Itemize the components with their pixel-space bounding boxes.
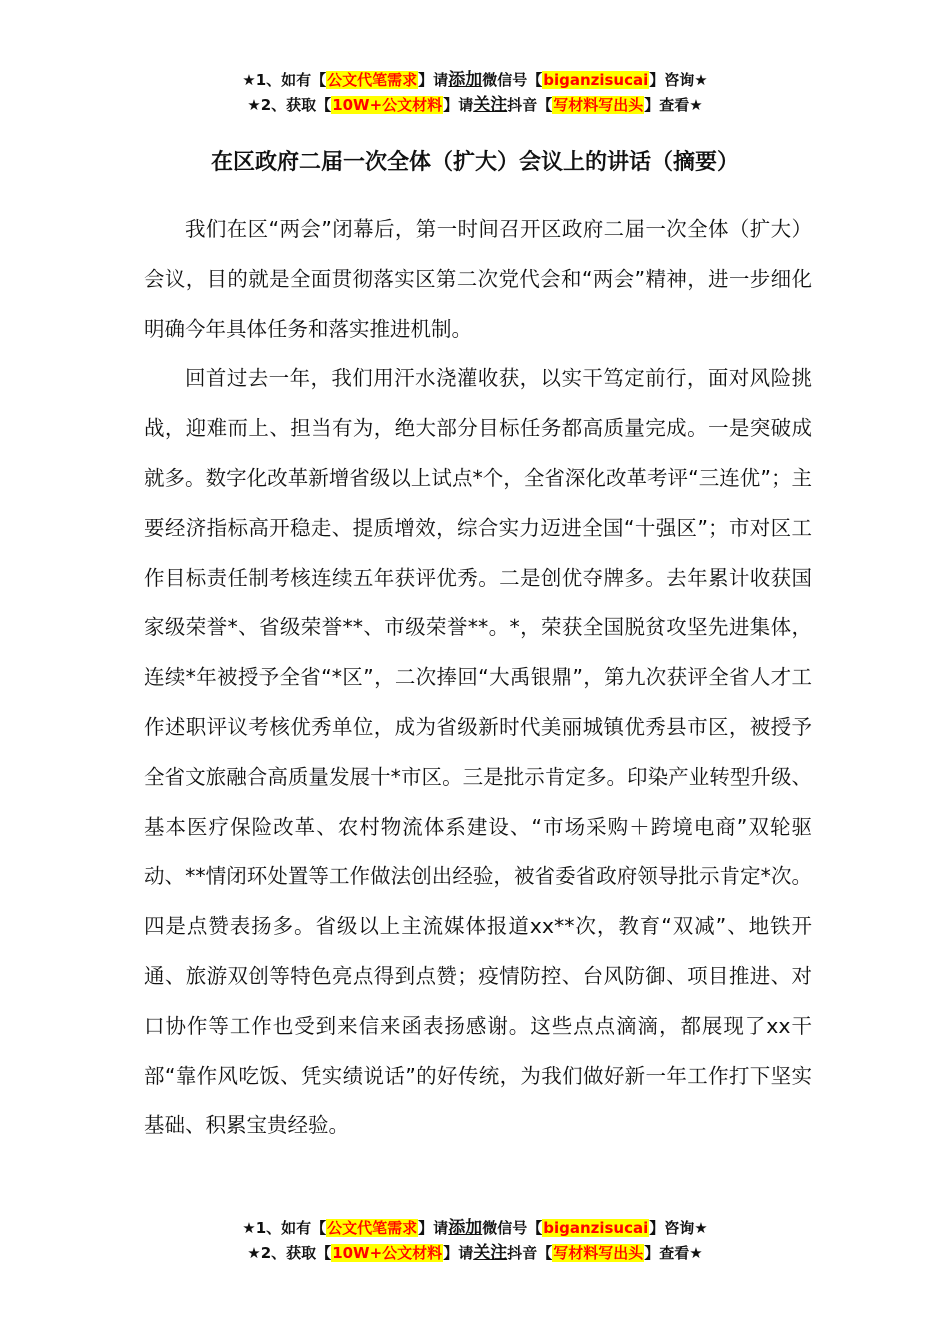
highlight-materials: 10W+公文材料 xyxy=(332,96,443,114)
banner-text: 抖音【 xyxy=(507,1244,553,1262)
banner-text: 微信号【 xyxy=(482,1219,543,1237)
banner-text: 】咨询★ xyxy=(649,1219,708,1237)
highlight-douyin: 写材料写出头 xyxy=(553,1244,644,1262)
paragraph-2: 回首过去一年，我们用汗水浇灌收获，以实干笃定前行，面对风险挑战，迎难而上、担当有为，绝大部分目标任务都高质量完成。一是突破成就多。数字化改革新增省级以上试点*个，全省深化改革考评“三连优”；主要经济指标高开稳走、提质增效，综合实力迈进全国“十强区”；市对区工作目标责任制考核连续五年获评优秀。二是创优夺牌多。去年累计收获国家级荣誉*、省级荣誉**、市级荣誉**。*，荣获全国脱贫攻坚先进集体，连续*年被授予全省“*区”，二次捧回“大禹银鼎”，第九次获评全省人才工作述职评议考核优秀单位，成为省级新时代美丽城镇优秀县市区，被授予全省文旅融合高质量发展十*市区。三是批示肯定多。印染产业转型升级、基本医疗保险改革、农村物流体系建设、“市场采购＋跨境电商”双轮驱动、**情闭环处置等工作做法创出经验，被省委省政府领导批示肯定*次。四是点赞表扬多。省级以上主流媒体报道xx**次，教育“双减”、地铁开通、旅游双创等特色亮点得到点赞；疫情防控、台风防御、项目推进、对口协作等工作也受到来信来函表扬感谢。这些点点滴滴，都展现了xx干部“靠作风吃饭、凭实绩说话”的好传统，为我们做好新一年工作打下坚实基础、积累宝贵经验。 xyxy=(144,366,812,1138)
banner-text: 】请 xyxy=(443,1244,474,1262)
banner-text: 】查看★ xyxy=(644,96,703,114)
highlight-wechat-id: biganzisucai xyxy=(543,71,649,89)
banner-emphasis: 添加 xyxy=(448,70,483,90)
banner-text: ★1、如有【 xyxy=(242,1219,327,1237)
banner-line-2 xyxy=(0,1241,950,1266)
banner-text: 】请 xyxy=(418,71,449,89)
banner-text: 微信号【 xyxy=(482,71,543,89)
banner-text: 抖音【 xyxy=(507,96,553,114)
banner-text: 】查看★ xyxy=(644,1244,703,1262)
banner-emphasis: 关注 xyxy=(473,95,508,115)
document-title: 在区政府二届一次全体（扩大）会议上的讲话（摘要） xyxy=(210,150,739,175)
banner-line-1 xyxy=(0,68,950,93)
banner-line-1 xyxy=(0,1216,950,1241)
banner-line-2 xyxy=(0,93,950,118)
header-banner xyxy=(0,68,950,118)
footer-banner xyxy=(0,1216,950,1266)
highlight-service: 公文代笔需求 xyxy=(327,71,418,89)
banner-text: ★1、如有【 xyxy=(242,71,327,89)
highlight-douyin: 写材料写出头 xyxy=(553,96,644,114)
banner-emphasis: 关注 xyxy=(473,1243,508,1263)
banner-text: 】请 xyxy=(443,96,474,114)
banner-text: ★2、获取【 xyxy=(247,1244,332,1262)
highlight-service: 公文代笔需求 xyxy=(327,1219,418,1237)
banner-text: ★2、获取【 xyxy=(247,96,332,114)
highlight-materials: 10W+公文材料 xyxy=(332,1244,443,1262)
banner-emphasis: 添加 xyxy=(448,1218,483,1238)
banner-text: 】咨询★ xyxy=(649,71,708,89)
banner-text: 】请 xyxy=(418,1219,449,1237)
highlight-wechat-id: biganzisucai xyxy=(543,1219,649,1237)
paragraph-1: 我们在区“两会”闭幕后，第一时间召开区政府二届一次全体（扩大）会议，目的就是全面贯彻落实区第二次党代会和“两会”精神，进一步细化明确今年具体任务和落实推进机制。 xyxy=(144,217,812,341)
document-body xyxy=(144,205,812,1151)
